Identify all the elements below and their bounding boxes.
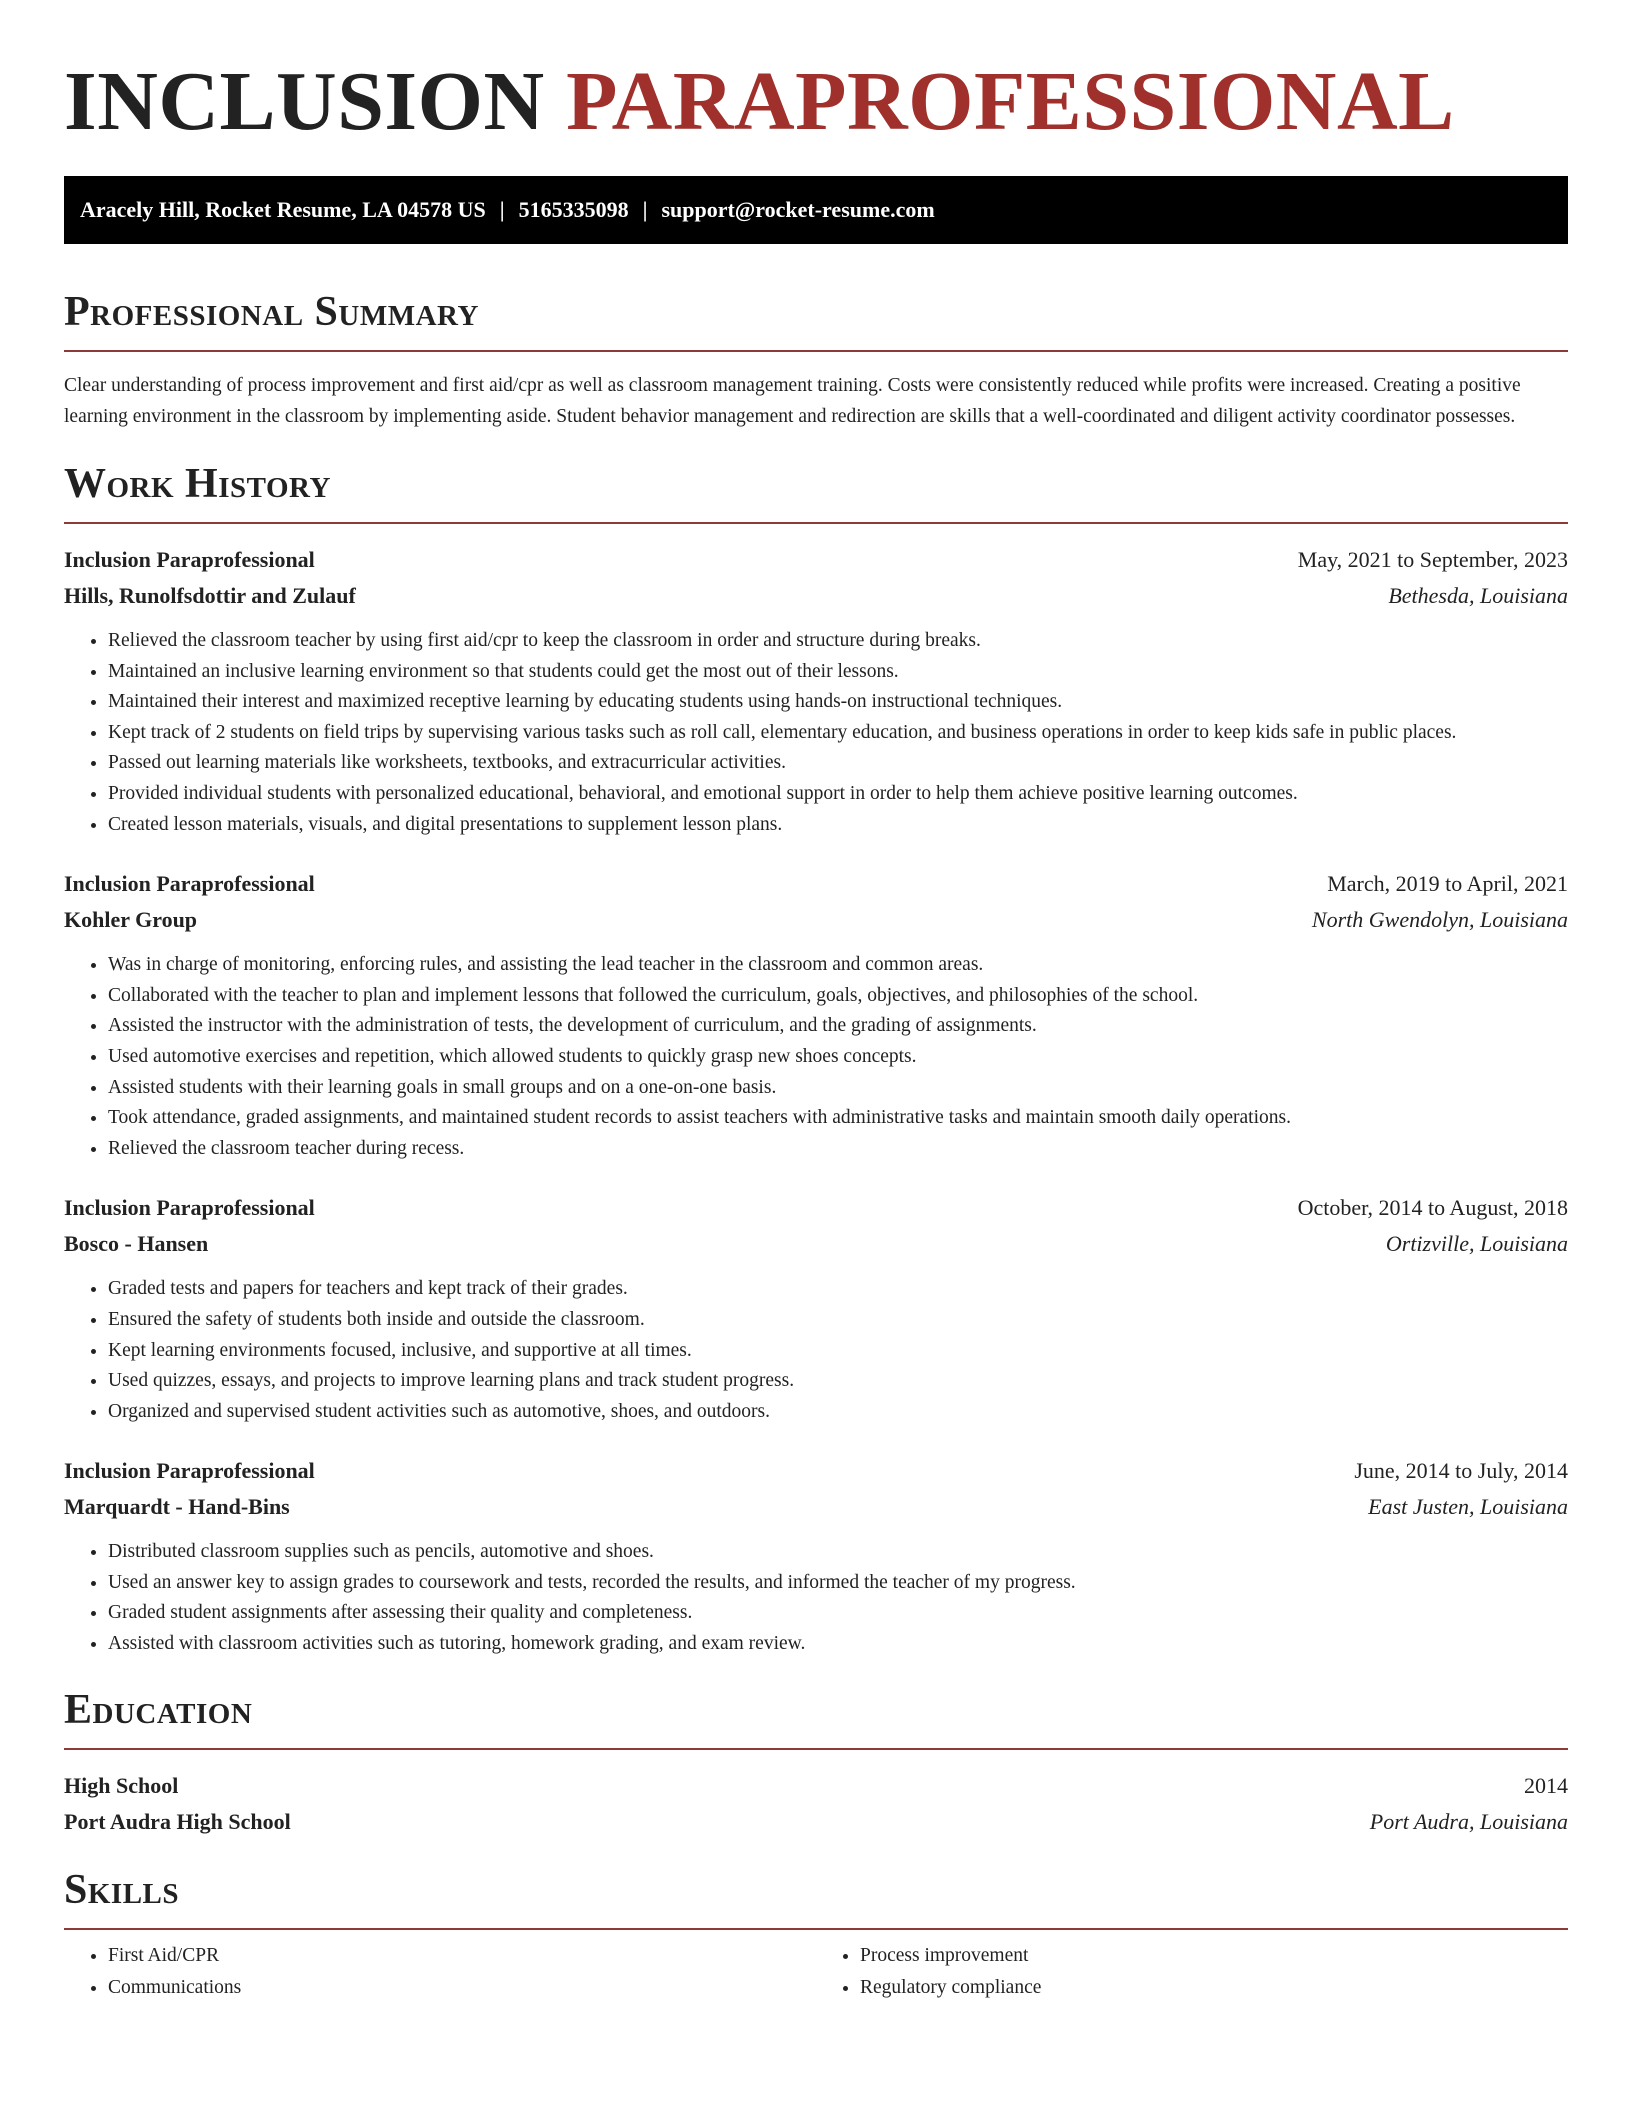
job-bullet: • Kept learning environments focused, inclusive, and supportive at all times. <box>108 1336 1568 1367</box>
job-bullet: • Assisted the instructor with the administration of tests, the development of curriculum, and the grading of assignments. <box>108 1011 1568 1042</box>
job-bullet: • Relieved the classroom teacher during recess. <box>108 1134 1568 1165</box>
job-company-row <box>64 902 1568 938</box>
contact-separator: | <box>499 197 505 222</box>
contact-address: Aracely Hill, Rocket Resume, LA 04578 US <box>80 197 486 222</box>
skill-item: • First Aid/CPR <box>108 1940 816 1972</box>
job-bullet: • Maintained their interest and maximized receptive learning by educating students using hands-on instructional techniques. <box>108 687 1568 718</box>
skill-item: • Regulatory compliance <box>860 1972 1568 2004</box>
skills-list-left <box>64 1940 816 2004</box>
job-bullet: • Graded tests and papers for teachers and kept track of their grades. <box>108 1274 1568 1305</box>
job-entry <box>64 542 1568 840</box>
education-school-row <box>64 1804 1568 1840</box>
section-divider <box>64 350 1568 352</box>
job-bullet: • Kept track of 2 students on field trips by supervising various tasks such as roll call, elementary education, and business operations in order to keep kids safe in public places. <box>108 718 1568 749</box>
job-title: Inclusion Paraprofessional <box>64 1458 315 1484</box>
job-title: Inclusion Paraprofessional <box>64 871 315 897</box>
job-dates: October, 2014 to August, 2018 <box>1297 1195 1568 1221</box>
job-bullet: • Organized and supervised student activities such as automotive, shoes, and outdoors. <box>108 1397 1568 1428</box>
skill-item: • Process improvement <box>860 1940 1568 1972</box>
job-bullet: • Distributed classroom supplies such as pencils, automotive and shoes. <box>108 1537 1568 1568</box>
education-location: Port Audra, Louisiana <box>1369 1808 1568 1834</box>
job-location: North Gwendolyn, Louisiana <box>1311 907 1568 933</box>
job-company: Kohler Group <box>64 907 198 933</box>
job-location: East Justen, Louisiana <box>1368 1494 1568 1520</box>
job-location: Ortizville, Louisiana <box>1385 1231 1568 1257</box>
title-part-1: INCLUSION <box>64 55 545 148</box>
summary-heading: Professional Summary <box>64 289 479 335</box>
job-bullet: • Assisted students with their learning goals in small groups and on a one-on-one basis. <box>108 1073 1568 1104</box>
job-entry <box>64 1453 1568 1659</box>
job-bullet: • Relieved the classroom teacher by using first aid/cpr to keep the classroom in order and structure during breaks. <box>108 626 1568 657</box>
job-company-row <box>64 578 1568 614</box>
job-header-row <box>64 542 1568 578</box>
job-bullets <box>64 1274 1568 1427</box>
job-title: Inclusion Paraprofessional <box>64 1195 315 1221</box>
job-bullet: • Took attendance, graded assignments, and maintained student records to assist teachers with administrative tasks and maintain smooth daily operations. <box>108 1103 1568 1134</box>
job-bullet: • Ensured the safety of students both inside and outside the classroom. <box>108 1305 1568 1336</box>
job-bullet: • Provided individual students with personalized educational, behavioral, and emotional support in order to help them achieve positive learning outcomes. <box>108 779 1568 810</box>
job-bullet: • Assisted with classroom activities such as tutoring, homework grading, and exam review. <box>108 1629 1568 1660</box>
skills-columns <box>64 1930 1568 2004</box>
job-bullet: • Used quizzes, essays, and projects to improve learning plans and track student progress. <box>108 1366 1568 1397</box>
job-entry <box>64 1190 1568 1427</box>
contact-phone: 5165335098 <box>518 197 629 222</box>
job-bullet: • Was in charge of monitoring, enforcing rules, and assisting the lead teacher in the classroom and common areas. <box>108 950 1568 981</box>
title-part-2: PARAPROFESSIONAL <box>566 55 1455 148</box>
job-bullet: • Created lesson materials, visuals, and digital presentations to supplement lesson plans. <box>108 810 1568 841</box>
education-entry <box>64 1768 1568 1840</box>
job-title: Inclusion Paraprofessional <box>64 547 315 572</box>
summary-section <box>64 288 1568 432</box>
job-company-row <box>64 1489 1568 1525</box>
job-company: Bosco - Hansen <box>64 1231 209 1257</box>
job-bullet: • Collaborated with the teacher to plan and implement lessons that followed the curriculum, goals, objectives, and philosophies of the school. <box>108 981 1568 1012</box>
skills-list-right <box>816 1940 1568 2004</box>
job-bullets <box>64 1537 1568 1659</box>
contact-email[interactable]: support@rocket-resume.com <box>661 197 935 222</box>
section-divider <box>64 522 1568 524</box>
job-bullets <box>64 950 1568 1164</box>
job-entry <box>64 866 1568 1164</box>
summary-text: Clear understanding of process improvement and first aid/cpr as well as classroom management training. Costs were consistently reduced while profits were increased. Creating a positive learning environment in the classroom by implementing aside. Student behavior management and redirection are skills that a well-coordinated and diligent activity coordinator possesses. <box>64 375 1521 427</box>
job-company: Marquardt - Hand-Bins <box>64 1494 290 1520</box>
job-header-row <box>64 1453 1568 1489</box>
education-year: 2014 <box>1524 1772 1568 1798</box>
job-company: Hills, Runolfsdottir and Zulauf <box>64 583 356 608</box>
job-location: Bethesda, Louisiana <box>1388 583 1568 608</box>
job-bullet: • Used automotive exercises and repetition, which allowed students to quickly grasp new shoes concepts. <box>108 1042 1568 1073</box>
job-header-row <box>64 866 1568 902</box>
job-bullet: • Maintained an inclusive learning environment so that students could get the most out of their lessons. <box>108 657 1568 688</box>
education-header-row <box>64 1768 1568 1804</box>
job-dates: May, 2021 to September, 2023 <box>1297 547 1568 572</box>
resume-title <box>64 0 1568 148</box>
job-bullet: • Used an answer key to assign grades to coursework and tests, recorded the results, and informed the teacher of my progress. <box>108 1568 1568 1599</box>
section-divider <box>64 1748 1568 1750</box>
education-school: Port Audra High School <box>64 1808 291 1834</box>
skill-item: • Communications <box>108 1972 816 2004</box>
education-heading: Education <box>64 1686 253 1733</box>
job-company-row <box>64 1226 1568 1262</box>
job-dates: June, 2014 to July, 2014 <box>1354 1458 1568 1484</box>
education-section <box>64 1686 1568 1840</box>
skills-section <box>64 1866 1568 2004</box>
job-bullets <box>64 626 1568 840</box>
job-dates: March, 2019 to April, 2021 <box>1327 871 1568 897</box>
job-bullet: • Passed out learning materials like worksheets, textbooks, and extracurricular activities. <box>108 748 1568 779</box>
skills-heading: Skills <box>64 1866 180 1913</box>
contact-bar <box>64 176 1568 244</box>
job-bullet: • Graded student assignments after assessing their quality and completeness. <box>108 1598 1568 1629</box>
work-history-heading: Work History <box>64 461 331 507</box>
job-header-row <box>64 1190 1568 1226</box>
education-degree: High School <box>64 1772 179 1798</box>
contact-separator: | <box>642 197 648 222</box>
work-history-section <box>64 460 1568 1660</box>
